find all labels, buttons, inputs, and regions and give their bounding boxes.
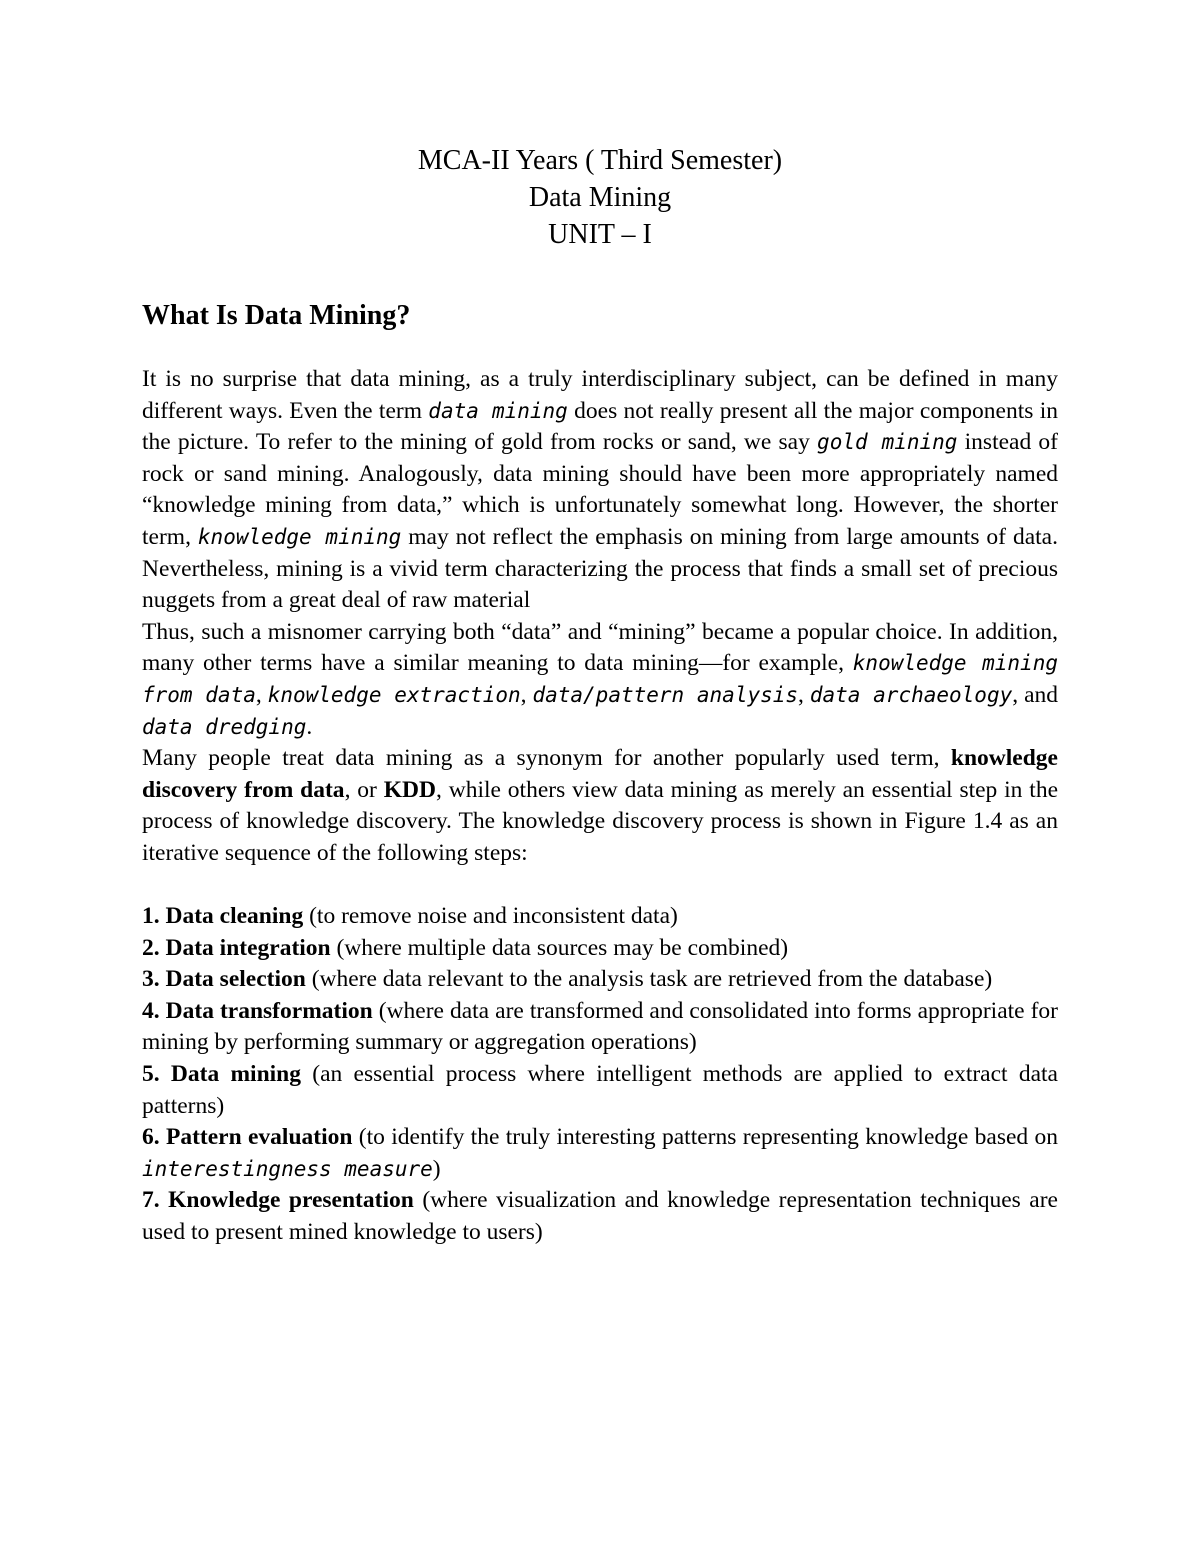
- step-label: 5. Data mining: [142, 1061, 301, 1088]
- para1-text-3: instead of rock or sand mining. Analogously, data mining should have been more appropriately named “knowledge mining from data,” which is unfortunately somewhat long. However, the shorter term,: [142, 429, 1059, 550]
- para2-term-5: data dredging: [142, 714, 307, 739]
- para3-bold-kdd-term: knowledge discovery from data: [142, 745, 1058, 803]
- para2-term-3: data/pattern analysis: [532, 682, 799, 707]
- step-text: (where data are transformed and consolidated into forms appropriate for mining by performing summary or aggregation operations): [142, 997, 1059, 1056]
- para1-term-data-mining: data mining: [428, 398, 568, 423]
- para3-text-1: Many people treat data mining as a synonym for another popularly used term,: [142, 745, 951, 772]
- step-label: 1. Data cleaning: [142, 903, 304, 930]
- list-item: [142, 1122, 1058, 1185]
- list-item: [142, 933, 1058, 965]
- paragraph-kdd: [142, 743, 1058, 869]
- list-item: [142, 1185, 1058, 1248]
- step-label: 6. Pattern evaluation: [142, 1124, 353, 1151]
- step-text: (where data relevant to the analysis task are retrieved from the database): [305, 966, 993, 993]
- course-title: MCA-II Years ( Third Semester): [417, 145, 783, 176]
- para1-text-4: may not reflect the emphasis on mining from large amounts of data. Nevertheless, mining is a vivid term characterizing the process that finds a small set of precious nuggets from a great deal of raw material: [142, 523, 1058, 614]
- step-italic-term: interestingness measure: [142, 1156, 433, 1181]
- list-item: [142, 901, 1058, 933]
- para2-term-4: data archaeology: [809, 682, 1013, 707]
- para3-text-3: , while others view data mining as merely an essential step in the process of knowledge discovery. The knowledge discovery process is shown in Figure 1.4 as an iterative sequence of the following steps:: [142, 776, 1059, 866]
- para3-text-2: , or: [344, 776, 384, 803]
- para2-text-2: ,: [255, 681, 268, 708]
- subject-title: Data Mining: [528, 182, 672, 213]
- para2-text-3: ,: [520, 681, 533, 708]
- step-text: (an essential process where intelligent methods are applied to extract data patterns): [142, 1061, 1058, 1119]
- list-item: [142, 964, 1058, 996]
- step-label: 2. Data integration: [142, 934, 331, 961]
- para1-term-knowledge-mining: knowledge mining: [197, 524, 402, 549]
- step-text: (where multiple data sources may be combined): [330, 934, 789, 961]
- step-label: 7. Knowledge presentation: [142, 1187, 414, 1214]
- para2-text-6: .: [306, 713, 313, 740]
- step-text: (to remove noise and inconsistent data): [303, 903, 678, 930]
- step-label: 4. Data transformation: [142, 997, 373, 1024]
- kdd-steps-list: [142, 901, 1058, 1249]
- step-text: (where visualization and knowledge representation techniques are used to present mined knowledge to users): [142, 1187, 1058, 1246]
- list-item: [142, 996, 1058, 1059]
- paragraph-definition: [142, 364, 1058, 617]
- list-item: [142, 1059, 1058, 1122]
- section-body: [142, 364, 1058, 1249]
- para2-text-4: ,: [798, 681, 810, 708]
- para2-text-5: , and: [1012, 681, 1059, 708]
- para1-term-gold-mining: gold mining: [817, 430, 958, 455]
- para3-bold-kdd: KDD: [383, 776, 436, 803]
- step-text-end: ): [432, 1155, 441, 1182]
- para1-text-2: does not really present all the major components in the picture. To refer to the mining of gold from rocks or sand, we say: [142, 397, 1059, 456]
- step-label: 3. Data selection: [142, 966, 306, 993]
- para1-text-1: It is no surprise that data mining, as a truly interdisciplinary subject, can be defined in many different ways. Even the term: [142, 366, 1058, 424]
- para2-term-2: knowledge extraction: [267, 682, 521, 707]
- unit-title: UNIT – I: [548, 219, 652, 250]
- paragraph-misnomer: [142, 617, 1058, 743]
- document-header: [142, 142, 1058, 253]
- para2-text-1: Thus, such a misnomer carrying both “data” and “mining” became a popular choice. In addition, many other terms have a similar meaning to data mining—for example,: [142, 618, 1058, 677]
- step-text: (to identify the truly interesting patterns representing knowledge based on: [352, 1124, 1058, 1151]
- section-heading: What Is Data Mining?: [142, 300, 411, 331]
- para2-term-1: knowledge mining from data: [142, 651, 1058, 707]
- document-page: [142, 142, 1058, 1249]
